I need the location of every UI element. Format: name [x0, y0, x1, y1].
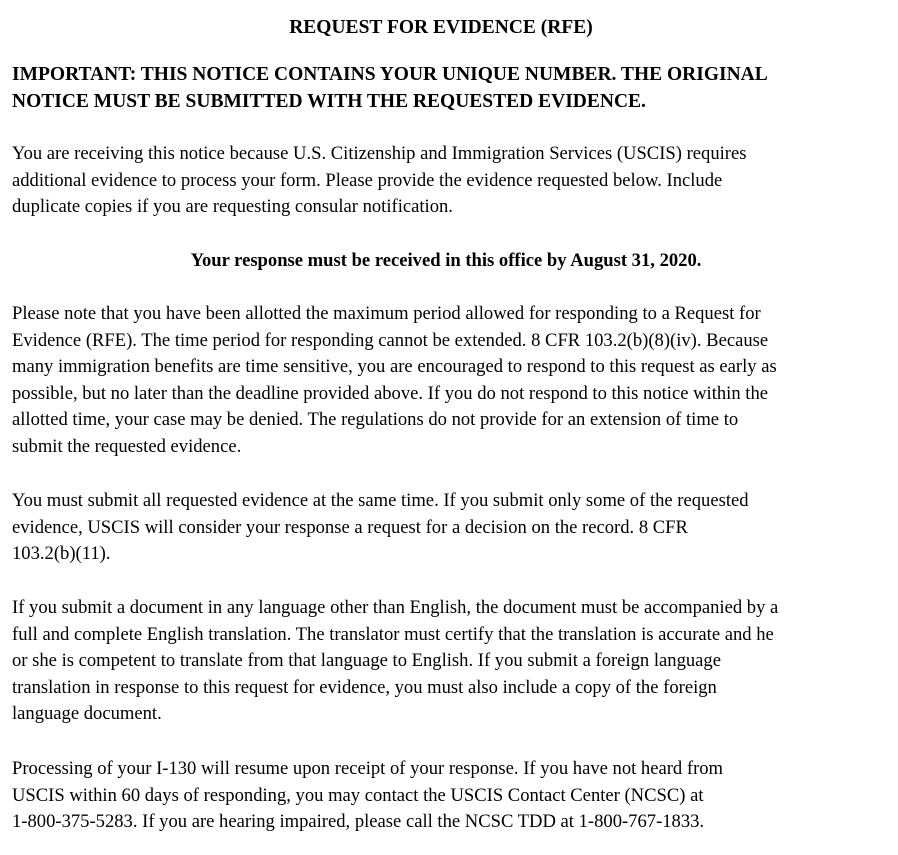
paragraph-line: submit the requested evidence.	[12, 435, 242, 457]
paragraph-line: Please note that you have been allotted the maximum period allowed for responding to a Request for	[12, 303, 761, 324]
paragraph-line: additional evidence to process your form. Please provide the evidence requested below. Include	[12, 169, 723, 191]
paragraph-line: 1-800-375-5283. If you are hearing impaired, please call the NCSC TDD at 1-800-767-1833.	[12, 811, 705, 833]
important-notice	[12, 61, 892, 115]
paragraph-line: evidence, USCIS will consider your response a request for a decision on the record. 8 CFR	[12, 516, 688, 538]
important-notice-line: NOTICE MUST BE SUBMITTED WITH THE REQUESTED EVIDENCE.	[12, 91, 646, 112]
paragraph-line: duplicate copies if you are requesting consular notification.	[12, 196, 453, 218]
paragraph-line: USCIS within 60 days of responding, you may contact the USCIS Contact Center (NCSC) at	[12, 784, 704, 806]
paragraph-line: allotted time, your case may be denied. The regulations do not provide for an extension of time to	[12, 409, 739, 431]
paragraph-line: You are receiving this notice because U.S. Citizenship and Immigration Services (USCIS) requires	[12, 143, 747, 164]
submit-all-evidence-paragraph	[12, 488, 892, 568]
paragraph-line: If you submit a document in any language other than English, the document must be accompanied by a	[12, 597, 779, 618]
paragraph-line: many immigration benefits are time sensitive, you are encouraged to respond to this request as early as	[12, 356, 777, 378]
paragraph-line: translation in response to this request for evidence, you must also include a copy of the foreign	[12, 676, 717, 698]
intro-paragraph	[12, 141, 892, 221]
paragraph-line: You must submit all requested evidence at the same time. If you submit only some of the requested	[12, 490, 749, 511]
paragraph-line: Processing of your I-130 will resume upon receipt of your response. If you have not heard from	[12, 758, 724, 779]
paragraph-line: 103.2(b)(11).	[12, 543, 111, 565]
document-title: REQUEST FOR EVIDENCE (RFE)	[289, 17, 593, 38]
response-deadline: Your response must be received in this office by August 31, 2020.	[190, 250, 702, 271]
paragraph-line: possible, but no later than the deadline provided above. If you do not respond to this notice within the	[12, 382, 768, 404]
important-notice-line: IMPORTANT: THIS NOTICE CONTAINS YOUR UNIQUE NUMBER. THE ORIGINAL	[12, 64, 768, 85]
paragraph-line: language document.	[12, 703, 162, 725]
paragraph-line: full and complete English translation. The translator must certify that the translation is accurate and he	[12, 623, 774, 645]
translation-requirement-paragraph	[12, 595, 892, 728]
processing-contact-paragraph	[12, 756, 892, 836]
response-period-paragraph	[12, 301, 892, 461]
paragraph-line: Evidence (RFE). The time period for responding cannot be extended. 8 CFR 103.2(b)(8)(iv). Because	[12, 329, 769, 351]
paragraph-line: or she is competent to translate from that language to English. If you submit a foreign language	[12, 650, 721, 672]
